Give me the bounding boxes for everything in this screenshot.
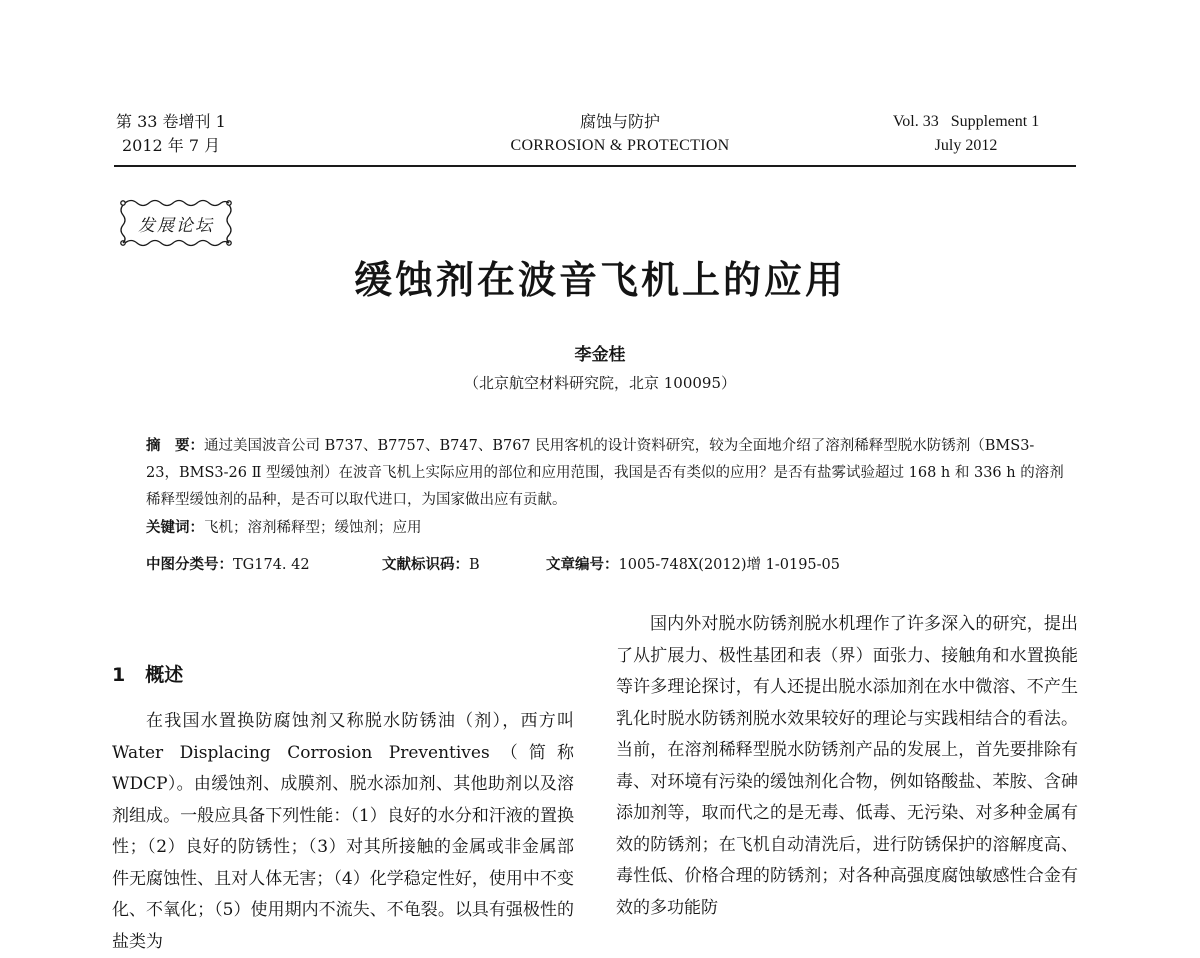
issue-date-cn: 2012 年 7 月 [122, 136, 221, 155]
journal-name-cn: 腐蚀与防护 [579, 112, 660, 131]
header-left [116, 110, 226, 158]
header-right [846, 110, 1086, 158]
article-no-label: 文章编号： [546, 556, 619, 573]
doc-code-item [382, 553, 480, 577]
doc-code-label: 文献标识码： [382, 556, 469, 573]
body-paragraph: 在我国水置换防腐蚀剂又称脱水防锈油（剂），西方叫 Water Displacing Corrosion Preventives（简称 WDCP）。由缓蚀剂、成膜剂、脱水添加剂、其他助剂以及溶剂组成。一般应具备下列性能：（1）良好的水分和汗液的置换性；（2）良好的防锈性；（3）对其所接触的金属或非金属部件无腐蚀性、且对人体无害；（4）化学稳定性好，使用中不变化、不氧化；（5）使用期内不流失、不龟裂。以具有强极性的盐类为 [112, 711, 574, 952]
clc-label: 中图分类号： [146, 556, 233, 573]
volume-en: Vol. 33 Supplement 1 [892, 113, 1040, 130]
abstract-text: 通过美国波音公司 B737、B7757、B747、B767 民用客机的设计资料研究，较为全面地介绍了溶剂稀释型脱水防锈剂（BMS3-23，BMS3-26 Ⅱ 型缓蚀剂）在波音飞机上实际应用的部位和应用范围，我国是否有类似的应用？是否有盐雾试验超过 168 h 和 336 h 的溶剂稀释型缓蚀剂的品种，是否可以取代进口，为国家做出应有贡献。 [146, 438, 1064, 508]
clc-item [146, 553, 310, 577]
abstract-paragraph [146, 432, 1066, 514]
journal-name-en: CORROSION & PROTECTION [510, 137, 730, 154]
header-divider [114, 165, 1076, 167]
left-column [112, 706, 574, 958]
issue-date-en: July 2012 [934, 137, 998, 154]
section-title: 概述 [145, 664, 184, 686]
keywords-text: 飞机；溶剂稀释型；缓蚀剂；应用 [204, 520, 422, 536]
body-paragraph: 国内外对脱水防锈剂脱水机理作了许多深入的研究，提出了从扩展力、极性基团和表（界）面张力、接触角和水置换能等许多理论探讨，有人还提出脱水添加剂在水中微溶、不产生乳化时脱水防锈剂脱水效果较好的理论与实践相结合的看法。当前，在溶剂稀释型脱水防锈剂产品的发展上，首先要排除有毒、对环境有污染的缓蚀剂化合物，例如铬酸盐、苯胺、含砷添加剂等，取而代之的是无毒、低毒、无污染、对多种金属有效的防锈剂；在飞机自动清洗后，进行防锈保护的溶解度高、毒性低、价格合理的防锈剂；对各种高强度腐蚀敏感性合金有效的多功能防 [616, 614, 1078, 918]
keywords-label: 关键词： [146, 519, 204, 536]
doc-code-value: B [469, 557, 480, 573]
section-heading [112, 660, 183, 690]
column-tag-badge [117, 197, 235, 249]
column-tag-label: 发展论坛 [138, 216, 214, 236]
right-column [616, 609, 1078, 924]
keywords-line [146, 514, 1066, 542]
volume-issue: 第 33 卷增刊 1 [116, 112, 226, 131]
abstract-label: 摘 要： [146, 437, 204, 454]
article-author: 李金桂 [574, 345, 626, 365]
article-no-item [546, 553, 840, 577]
author-affiliation: （北京航空材料研究院，北京 100095） [463, 374, 737, 392]
header-center [420, 110, 820, 158]
abstract-block [146, 432, 1066, 542]
article-no-value: 1005-748X(2012)增 1-0195-05 [618, 557, 841, 573]
article-title: 缓蚀剂在波音飞机上的应用 [353, 258, 846, 302]
clc-value: TG174. 42 [233, 557, 310, 573]
section-number: 1 [112, 664, 126, 686]
